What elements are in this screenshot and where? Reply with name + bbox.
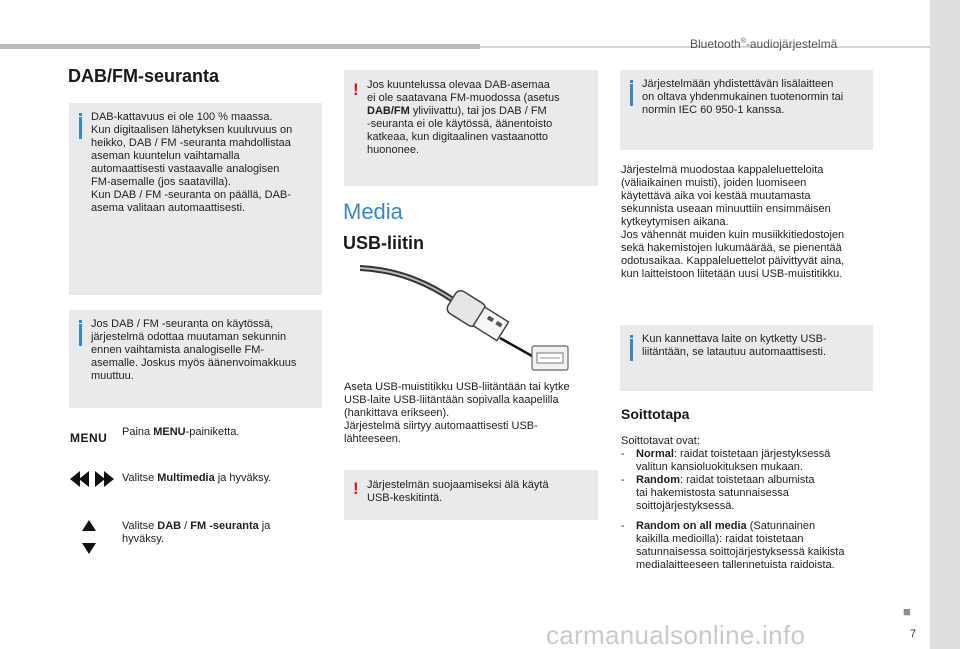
info-box-dab-coverage: [69, 103, 322, 295]
heading-play-mode: Soittotapa: [621, 406, 690, 422]
play-mode-random-all: Random on all media (Satunnainen kaikilla medioilla): raidat toistetaan satunnaisessa soittojärjestyksessä kaikista medialaitteeseen tallennetuista raidoista.: [636, 520, 845, 571]
info-icon: [630, 84, 633, 106]
watermark: carmanualsonline.info: [546, 620, 806, 649]
playlist-body-text: Järjestelmä muodostaa kappaleluetteloita (väliaikainen muisti), joiden luomiseen käytettävä aika voi kestää muutamasta sekunnista useaan minuuttiin ensimmäisen kytkeytymisen aikana. Jos vähennät muiden kuin musiikkitiedostojen sekä hakemistojen lukumäärää, se pienentää odotusaikaa. Kappaleluettelot päivittyvät aina, kun laitteistoon liitetään uusi USB-muistitikku.: [621, 164, 845, 280]
page-header-title: Bluetooth®-audiojärjestelmä: [690, 37, 838, 51]
info-icon: [79, 117, 82, 139]
warning-box-usb-hub: [344, 470, 598, 520]
usb-stick-illustration: [360, 262, 572, 374]
left-right-arrows-icon: [70, 470, 114, 488]
list-dash: -: [621, 520, 625, 532]
list-dash: -: [621, 448, 625, 460]
info-text-dab-coverage: DAB-kattavuus ei ole 100 % maassa. Kun digitaalisen lähetyksen kuuluvuus on heikko, DAB / FM -seuranta mahdollistaa aseman kuuntelun vaihtamalla automaattisesti vastaavalle analogisen FM-asemalle (jos saatavilla). Kun DAB / FM -seuranta on päällä, DAB- asema valitaan automaattisesti.: [91, 111, 293, 214]
page-number: 7: [910, 628, 917, 640]
info-box-charging: [620, 325, 873, 391]
step-select-multimedia: Valitse Multimedia ja hyväksy.: [122, 472, 272, 484]
side-strip: [930, 0, 960, 649]
info-icon: [79, 324, 82, 346]
heading-usb: USB-liitin: [343, 233, 424, 253]
warning-icon: !: [353, 479, 359, 498]
info-box-dab-switch: [69, 310, 322, 408]
up-down-arrows-icon: [82, 520, 96, 554]
heading-dab-fm: DAB/FM-seuranta: [68, 66, 220, 86]
usb-body-text: Aseta USB-muistitikku USB-liitäntään tai kytke USB-laite USB-liitäntään sopivalla kaapelilla (hankittava erikseen). Järjestelmä siirtyy automaattisesti USB- lähteeseen.: [344, 381, 570, 445]
list-dash: -: [621, 474, 625, 486]
play-mode-normal: Normal: raidat toistetaan järjestyksessä valitun kansioluokituksen mukaan.: [636, 448, 831, 473]
play-mode-intro: Soittotavat ovat:: [621, 435, 700, 447]
info-icon: [630, 339, 633, 361]
menu-button-icon: MENU: [70, 431, 108, 445]
info-text-charging: Kun kannettava laite on kytketty USB- liitäntään, se latautuu automaattisesti.: [642, 333, 827, 358]
header-rule: [0, 44, 480, 49]
warning-text-usb-hub: Järjestelmän suojaamiseksi älä käytä USB-keskitintä.: [367, 479, 549, 504]
step-select-dab-fm: Valitse DAB / FM -seuranta ja hyväksy.: [122, 520, 271, 545]
play-mode-random: Random: raidat toistetaan albumista tai hakemistosta satunnaisessa soittojärjestyksessä.: [636, 474, 815, 512]
warning-icon: !: [353, 80, 359, 99]
info-text-standard: Järjestelmään yhdistettävän lisälaitteen on oltava yhdenmukainen tuotenormin tai normin IEC 60 950-1 kanssa.: [642, 78, 844, 116]
step-press-menu: Paina MENU-painiketta.: [122, 426, 240, 438]
warning-box-dab-fm: [344, 70, 598, 186]
section-title-media: Media: [343, 199, 403, 224]
warning-text-dab-fm: Jos kuuntelussa olevaa DAB-asemaa ei ole saatavana FM-muodossa (asetus DAB/FM yliviivattu), tai jos DAB / FM -seuranta ei ole käytössä, äänentoisto katkeaa, kun digitaalinen vastaanotto huononee.: [367, 79, 560, 156]
info-box-standard: [620, 70, 873, 150]
info-text-dab-switch: Jos DAB / FM -seuranta on käytössä, järjestelmä odottaa muutaman sekunnin ennen vaihtamista analogiselle FM- asemalle. Joskus myös äänenvoimakkuus muuttuu.: [91, 318, 297, 382]
page-marker: ■: [903, 604, 911, 619]
